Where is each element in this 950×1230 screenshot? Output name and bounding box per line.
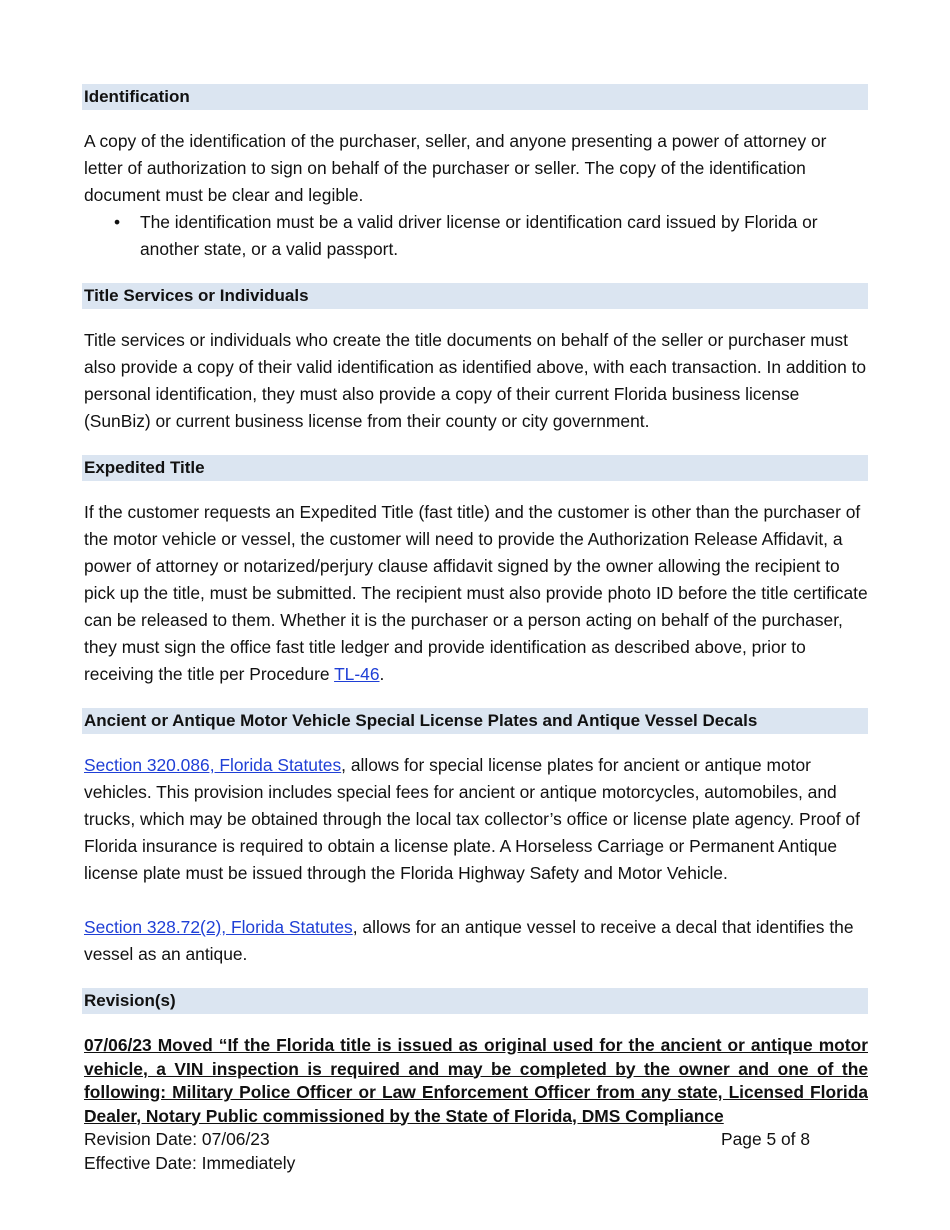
paragraph: Section 320.086, Florida Statutes, allows for special license plates for ancient or antique motor vehicles. This provision includes special fees for ancient or antique motorcycles, automobiles, and trucks, which may be obtained through the local tax collector’s office or license plate agency. Proof of Florida insurance is required to obtain a license plate. A Horseless Carriage or Permanent Antique license plate must be issued through the Florida Highway Safety and Motor Vehicle. (84, 755, 860, 883)
expedited-title-section (84, 455, 868, 688)
effective-date: Effective Date: Immediately (84, 1153, 296, 1173)
section-320-086-link[interactable]: Section 320.086, Florida Statutes (84, 755, 342, 775)
revision-date: Revision Date: 07/06/23 (84, 1129, 270, 1149)
list-item: • The identification must be a valid driver license or identification card issued by Florida or another state, or a valid passport. (84, 209, 868, 263)
revisions-section (84, 988, 868, 1128)
revision-entry: 07/06/23 Moved “If the Florida title is issued as original used for the ancient or antique motor vehicle, a VIN inspection is required and may be completed by the owner and one of the following: Military Police Officer or Law Enforcement Officer from any state, Licensed Florida Dealer, Notary Public commissioned by the State of Florida, DMS Compliance (84, 1035, 868, 1126)
document-page (84, 84, 868, 1128)
section-328-72-link[interactable]: Section 328.72(2), Florida Statutes (84, 917, 353, 937)
title-services-section (84, 283, 868, 435)
paragraph: A copy of the identification of the purchaser, seller, and anyone presenting a power of attorney or letter of authorization to sign on behalf of the purchaser or seller. The copy of the identification document must be clear and legible. (84, 131, 827, 205)
page-footer (84, 1127, 868, 1175)
tl-46-link[interactable]: TL-46 (334, 664, 380, 684)
antique-section (84, 708, 868, 968)
section-heading: Revision(s) (82, 988, 868, 1014)
identification-section (84, 84, 868, 263)
section-heading: Title Services or Individuals (82, 283, 868, 309)
bullet-list (84, 209, 868, 263)
page-number: Page 5 of 8 (721, 1129, 810, 1149)
section-heading: Ancient or Antique Motor Vehicle Special License Plates and Antique Vessel Decals (82, 708, 868, 734)
bullet-icon: • (114, 212, 121, 232)
paragraph: Title services or individuals who create the title documents on behalf of the seller or purchaser must also provide a copy of their valid identification as identified above, with each transaction. In addition to personal identification, they must also provide a copy of their current Florida business license (SunBiz) or current business license from their county or city government. (84, 330, 867, 431)
section-heading: Identification (82, 84, 868, 110)
section-heading: Expedited Title (82, 455, 868, 481)
paragraph: Section 328.72(2), Florida Statutes, allows for an antique vessel to receive a decal that identifies the vessel as an antique. (84, 917, 854, 964)
paragraph: If the customer requests an Expedited Title (fast title) and the customer is other than the purchaser of the motor vehicle or vessel, the customer will need to provide the Authorization Release Affidavit, a power of attorney or notarized/perjury clause affidavit signed by the owner allowing the recipient to pick up the title, must be submitted. The recipient must also provide photo ID before the title certificate can be released to them. Whether it is the purchaser or a person acting on behalf of the purchaser, they must sign the office fast title ledger and provide identification as described above, prior to receiving the title per Procedure TL-46. (84, 502, 868, 684)
